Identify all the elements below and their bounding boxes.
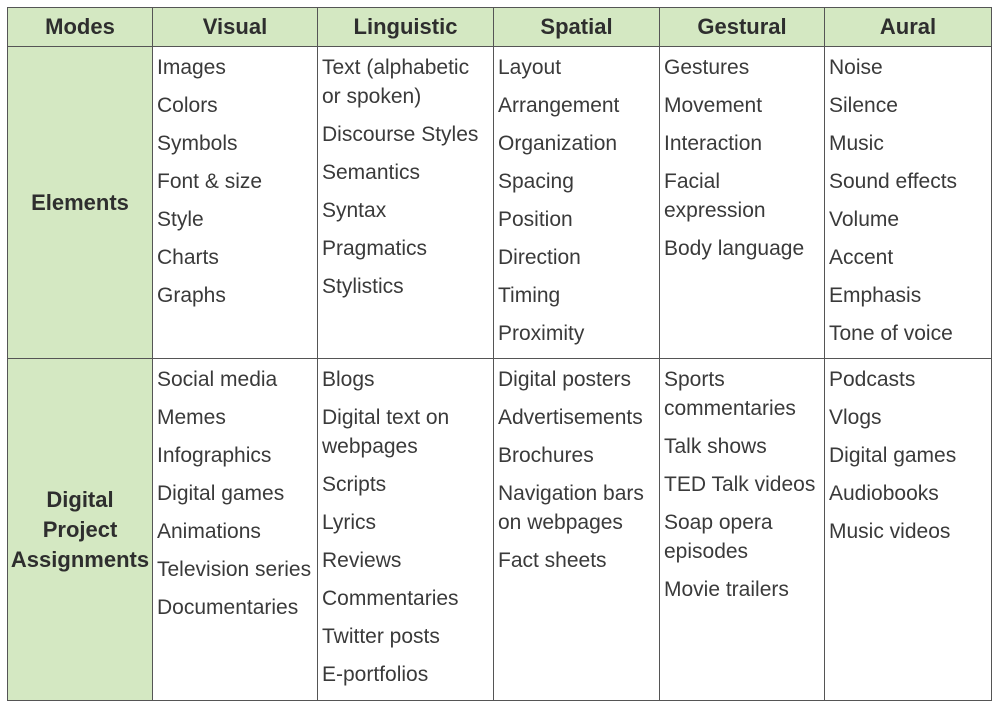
list-item: Navigation bars on webpages	[498, 482, 644, 534]
list-item: Direction	[498, 246, 581, 269]
list-item: Tone of voice	[829, 322, 953, 345]
header-linguistic: Linguistic	[318, 8, 494, 47]
list-item: Audiobooks	[829, 482, 939, 505]
list-item: Gestures	[664, 56, 750, 79]
list-item: Digital text on webpages	[322, 406, 450, 458]
list-item: Charts	[157, 246, 219, 269]
list-item: Brochures	[498, 444, 594, 467]
list-item: Scripts	[322, 473, 387, 496]
list-item: Music	[829, 132, 884, 155]
list-item: Position	[498, 208, 573, 231]
list-item: Memes	[157, 406, 226, 429]
header-visual: Visual	[153, 8, 318, 47]
list-item: Lyrics	[322, 511, 377, 534]
list-item: Text (alphabetic or spoken)	[322, 56, 470, 108]
list-item: Social media	[157, 368, 278, 391]
list-item: Sports commentaries	[664, 368, 796, 420]
list-item: Commentaries	[322, 587, 459, 610]
list-item: Facial expression	[664, 170, 766, 222]
list-item: Arrangement	[498, 94, 620, 117]
list-item: Proximity	[498, 322, 585, 345]
row-label-digital-project-assignments: Digital Project Assignments	[8, 359, 153, 701]
elements-linguistic-cell	[318, 47, 494, 359]
digital-linguistic-cell	[318, 359, 494, 701]
elements-visual-cell	[153, 47, 318, 359]
list-item: Music videos	[829, 520, 951, 543]
list-item: Discourse Styles	[322, 123, 479, 146]
header-aural: Aural	[825, 8, 992, 47]
list-item: Sound effects	[829, 170, 958, 193]
list-item: Animations	[157, 520, 261, 543]
list-item: Fact sheets	[498, 549, 607, 572]
digital-gestural-cell	[660, 359, 825, 701]
digital-visual-cell	[153, 359, 318, 701]
list-item: Pragmatics	[322, 237, 428, 260]
list-item: Blogs	[322, 368, 375, 391]
list-item: Reviews	[322, 549, 402, 572]
list-item: Twitter posts	[322, 625, 440, 648]
list-item: Style	[157, 208, 204, 231]
list-item: E-portfolios	[322, 663, 429, 686]
list-item: Digital posters	[498, 368, 632, 391]
digital-spatial-cell	[494, 359, 660, 701]
list-item: Timing	[498, 284, 561, 307]
list-item: Syntax	[322, 199, 387, 222]
list-item: Accent	[829, 246, 894, 269]
elements-spatial-cell	[494, 47, 660, 359]
list-item: Spacing	[498, 170, 574, 193]
list-item: Font & size	[157, 170, 263, 193]
list-item: Podcasts	[829, 368, 916, 391]
list-item: Vlogs	[829, 406, 882, 429]
list-item: Colors	[157, 94, 218, 117]
digital-aural-cell	[825, 359, 992, 701]
list-item: Graphs	[157, 284, 226, 307]
list-item: Talk shows	[664, 435, 767, 458]
list-item: Television series	[157, 558, 312, 581]
header-gestural: Gestural	[660, 8, 825, 47]
list-item: Volume	[829, 208, 900, 231]
list-item: Stylistics	[322, 275, 404, 298]
list-item: Semantics	[322, 161, 421, 184]
list-item: Digital games	[829, 444, 957, 467]
list-item: Silence	[829, 94, 898, 117]
list-item: Body language	[664, 237, 805, 260]
list-item: Documentaries	[157, 596, 299, 619]
elements-gestural-cell	[660, 47, 825, 359]
list-item: Images	[157, 56, 226, 79]
elements-aural-cell	[825, 47, 992, 359]
list-item: Organization	[498, 132, 618, 155]
list-item: Advertisements	[498, 406, 643, 429]
list-item: Digital games	[157, 482, 285, 505]
header-row	[8, 8, 992, 47]
list-item: Layout	[498, 56, 562, 79]
digital-row	[8, 359, 992, 701]
list-item: Soap opera episodes	[664, 511, 773, 563]
list-item: Interaction	[664, 132, 763, 155]
list-item: Symbols	[157, 132, 238, 155]
list-item: Infographics	[157, 444, 272, 467]
list-item: Movie trailers	[664, 578, 789, 601]
header-modes: Modes	[8, 8, 153, 47]
header-spatial: Spatial	[494, 8, 660, 47]
row-label-elements: Elements	[8, 47, 153, 359]
modes-table	[7, 7, 992, 701]
list-item: TED Talk videos	[664, 473, 816, 496]
list-item: Emphasis	[829, 284, 922, 307]
list-item: Movement	[664, 94, 763, 117]
list-item: Noise	[829, 56, 883, 79]
elements-row	[8, 47, 992, 359]
